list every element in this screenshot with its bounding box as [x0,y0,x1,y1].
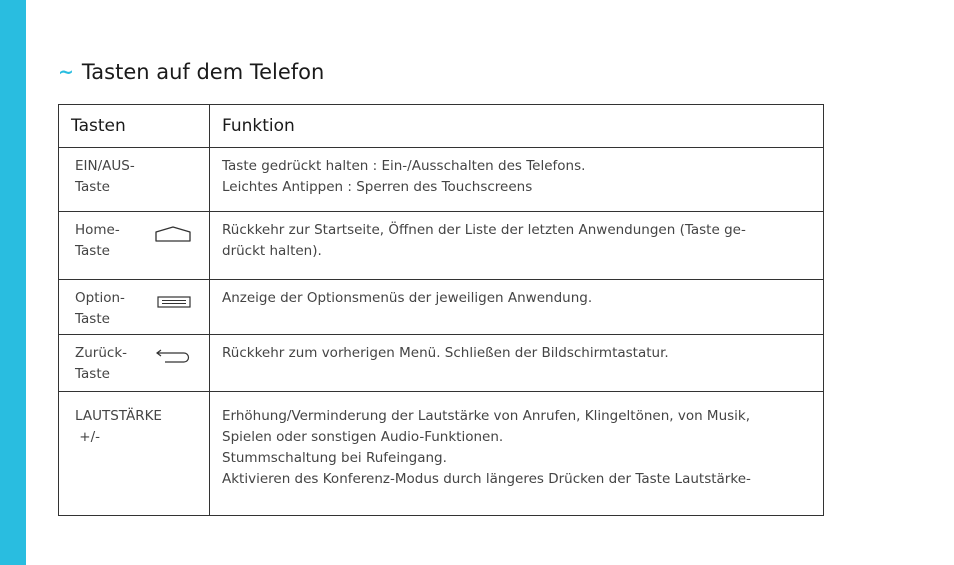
menu-icon [157,294,191,315]
key-cell [59,392,210,516]
table-row [59,148,824,212]
column-header-function: Funktion [210,105,824,148]
function-text: drückt halten). [222,243,322,259]
key-label: EIN/AUS- [75,158,135,174]
key-cell [59,335,210,392]
section-heading [58,58,324,86]
key-cell [59,212,210,280]
function-text: Leichtes Antippen : Sperren des Touchscreens [222,179,533,195]
heading-marker: ~ [58,61,74,83]
function-text: Anzeige der Optionsmenüs der jeweiligen Anwendung. [222,290,593,306]
table-row [59,335,824,392]
heading-title: Tasten auf dem Telefon [81,60,325,84]
key-label: Home- [75,222,120,238]
table-row [59,212,824,280]
function-cell [210,212,824,280]
back-arrow-icon [155,349,191,370]
key-label: Taste [75,311,110,327]
function-cell [210,392,824,516]
function-text: Spielen oder sonstigen Audio-Funktionen. [222,429,504,445]
function-text: Taste gedrückt halten : Ein-/Ausschalten des Telefons. [222,158,586,174]
key-label: LAUTSTÄRKE [75,408,162,424]
column-header-keys: Tasten [59,105,210,148]
key-label: +/- [75,429,101,445]
function-text: Aktivieren des Konferenz-Modus durch längeres Drücken der Taste Lautstärke- [222,471,751,487]
table-header-row [59,105,824,148]
function-cell [210,335,824,392]
key-label: Option- [75,290,125,306]
function-text: Stummschaltung bei Rufeingang. [222,450,447,466]
table-row [59,392,824,516]
function-cell [210,148,824,212]
key-label: Taste [75,243,110,259]
home-icon [155,226,191,249]
key-label: Zurück- [75,345,128,361]
function-cell [210,280,824,335]
accent-sidebar [0,0,26,565]
key-label: Taste [75,179,110,195]
table-row [59,280,824,335]
key-cell [59,148,210,212]
keys-table [58,104,824,516]
function-text: Erhöhung/Verminderung der Lautstärke von Anrufen, Klingeltönen, von Musik, [222,408,751,424]
function-text: Rückkehr zum vorherigen Menü. Schließen der Bildschirmtastatur. [222,345,669,361]
function-text: Rückkehr zur Startseite, Öffnen der Liste der letzten Anwendungen (Taste ge- [222,222,746,238]
key-cell [59,280,210,335]
key-label: Taste [75,366,110,382]
